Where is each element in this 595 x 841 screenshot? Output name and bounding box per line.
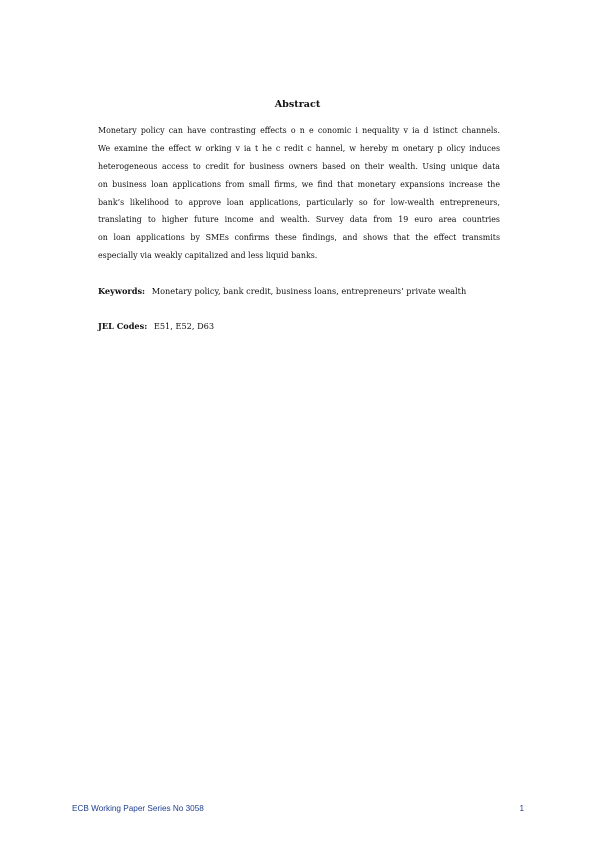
- footer-page-number: 1: [519, 804, 524, 813]
- abstract-line: on loan applications by SMEs confirms these findings, and shows that the effect transmits: [98, 233, 500, 243]
- keywords-value: Monetary policy, bank credit, business loans, entrepreneurs’ private wealth: [151, 286, 467, 296]
- keywords-row: [98, 286, 466, 296]
- abstract-line: Monetary policy can have contrasting effects o n e conomic i nequality v ia d istinct channels.: [98, 126, 500, 135]
- jel-codes-value: E51, E52, D63: [153, 321, 215, 331]
- abstract-line: bank’s likelihood to approve loan applications, particularly so for low-wealth entrepreneurs,: [98, 197, 500, 207]
- abstract-line: heterogeneous access to credit for business owners based on their wealth. Using unique data: [98, 161, 500, 171]
- abstract-line: especially via weakly capitalized and less liquid banks.: [98, 251, 318, 261]
- jel-codes-label: JEL Codes:: [98, 321, 148, 331]
- abstract-heading: Abstract: [274, 99, 321, 110]
- abstract-line: on business loan applications from small firms, we find that monetary expansions increase the: [98, 179, 500, 189]
- keywords-label: Keywords:: [98, 286, 146, 296]
- jel-codes-row: [98, 321, 214, 331]
- abstract-line: We examine the effect w orking v ia t he c redit c hannel, w hereby m onetary p olicy induces: [98, 143, 500, 153]
- abstract-body: [98, 122, 500, 265]
- footer-series-label: ECB Working Paper Series No 3058: [72, 804, 204, 813]
- abstract-line: translating to higher future income and wealth. Survey data from 19 euro area countries: [98, 215, 500, 225]
